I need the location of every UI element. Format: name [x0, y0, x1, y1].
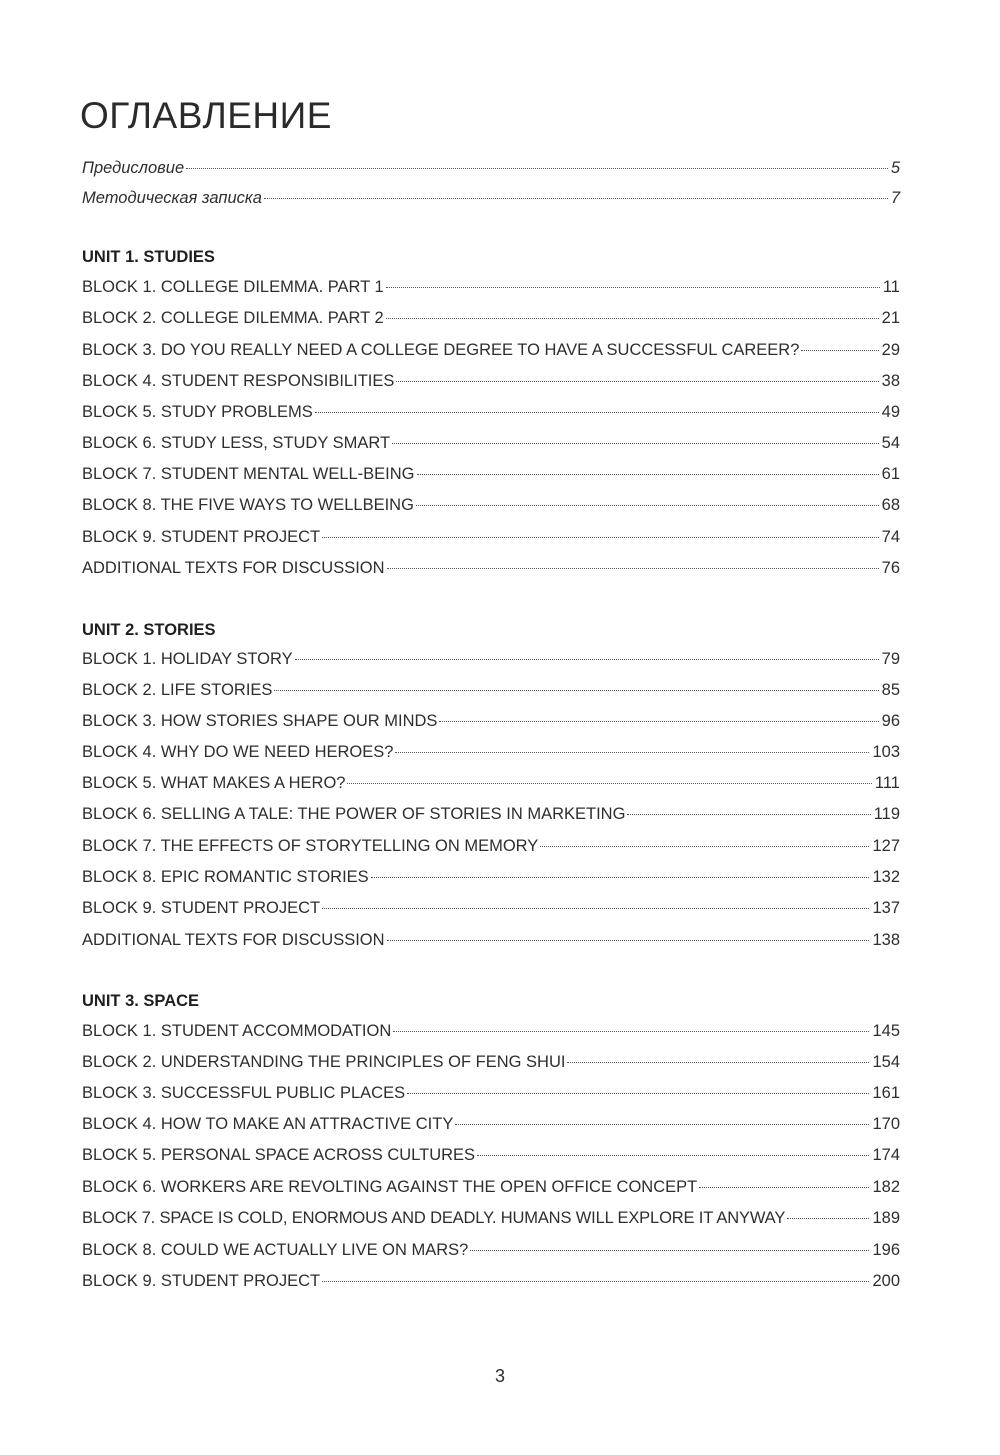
toc-entry-front-matter[interactable]: [82, 155, 900, 181]
dot-leader: [264, 198, 888, 199]
toc-entry-label: BLOCK 9. STUDENT PROJECT: [82, 528, 321, 546]
toc-entry-page: 61: [881, 465, 900, 483]
toc-entry[interactable]: [82, 492, 900, 518]
dot-leader: [295, 659, 879, 660]
toc-entry[interactable]: [82, 1142, 900, 1168]
toc-entry[interactable]: [82, 399, 900, 425]
toc-entry-label: BLOCK 6. SELLING A TALE: THE POWER OF STORIES IN MARKETING: [82, 805, 626, 823]
toc-entry-page: 200: [872, 1272, 900, 1290]
dot-leader: [387, 568, 879, 569]
toc-entry-label: BLOCK 4. HOW TO MAKE AN ATTRACTIVE CITY: [82, 1115, 454, 1133]
dot-leader: [395, 752, 869, 753]
dot-leader: [393, 1031, 869, 1032]
toc-entry[interactable]: [82, 430, 900, 456]
toc-entry[interactable]: [82, 770, 900, 796]
dot-leader: [392, 443, 879, 444]
toc-entry[interactable]: [82, 305, 900, 331]
toc-entry[interactable]: [82, 274, 900, 300]
dot-leader: [396, 381, 878, 382]
toc-entry-label: BLOCK 2. LIFE STORIES: [82, 681, 273, 699]
toc-entry-page: 38: [881, 372, 900, 390]
toc-entry-page: 170: [872, 1115, 900, 1133]
toc-entry-label: Предисловие: [82, 159, 185, 177]
toc-entry-page: 11: [882, 278, 900, 296]
toc-entry-page: 127: [872, 837, 900, 855]
dot-leader: [627, 814, 870, 815]
toc-entry-page: 196: [872, 1241, 900, 1259]
toc-entry[interactable]: [82, 1080, 900, 1106]
toc-entry-label: BLOCK 2. COLLEGE DILEMMA. PART 2: [82, 309, 384, 327]
toc-entry-label: BLOCK 8. THE FIVE WAYS TO WELLBEING: [82, 496, 414, 514]
toc-entry-page: 111: [874, 774, 900, 792]
toc-entry-label: BLOCK 5. WHAT MAKES A HERO?: [82, 774, 346, 792]
toc-entry-label: BLOCK 8. COULD WE ACTUALLY LIVE ON MARS?: [82, 1241, 469, 1259]
toc-entry-front-matter[interactable]: [82, 185, 900, 211]
toc-entry[interactable]: [82, 1237, 900, 1263]
toc-entry[interactable]: [82, 927, 900, 953]
dot-leader: [371, 877, 870, 878]
toc-entry-label: BLOCK 9. STUDENT PROJECT: [82, 1272, 321, 1290]
dot-leader: [477, 1155, 869, 1156]
toc-entry-label: BLOCK 2. UNDERSTANDING THE PRINCIPLES OF FENG SHUI: [82, 1053, 566, 1071]
toc-entry-page: 138: [872, 931, 900, 949]
toc-entry-page: 49: [881, 403, 900, 421]
toc-entry[interactable]: [82, 1049, 900, 1075]
toc-entry[interactable]: [82, 708, 900, 734]
toc-entry[interactable]: [82, 895, 900, 921]
page-number: 3: [494, 1366, 505, 1386]
toc-entry-page: 74: [881, 528, 900, 546]
toc-entry-page: 119: [873, 805, 900, 823]
toc-entry-label: BLOCK 5. PERSONAL SPACE ACROSS CULTURES: [82, 1146, 476, 1164]
dot-leader: [407, 1093, 869, 1094]
dot-leader: [567, 1062, 869, 1063]
toc-entry-label: BLOCK 6. WORKERS ARE REVOLTING AGAINST THE OPEN OFFICE CONCEPT: [82, 1178, 698, 1196]
toc-entry[interactable]: [82, 864, 900, 890]
toc-entry-label: ADDITIONAL TEXTS FOR DISCUSSION: [82, 931, 385, 949]
dot-leader: [386, 287, 880, 288]
toc-entry-label: BLOCK 5. STUDY PROBLEMS: [82, 403, 313, 421]
dot-leader: [186, 168, 888, 169]
toc-entry-label: BLOCK 6. STUDY LESS, STUDY SMART: [82, 434, 391, 452]
toc-entry-page: 189: [872, 1209, 900, 1227]
toc-entry-label: BLOCK 3. DO YOU REALLY NEED A COLLEGE DEGREE TO HAVE A SUCCESSFUL CAREER?: [82, 341, 800, 359]
toc-entry[interactable]: [82, 1111, 900, 1137]
toc-entry-label: BLOCK 7. THE EFFECTS OF STORYTELLING ON MEMORY: [82, 837, 539, 855]
toc-entry-label: BLOCK 3. SUCCESSFUL PUBLIC PLACES: [82, 1084, 406, 1102]
toc-entry[interactable]: [82, 1268, 900, 1294]
toc-entry[interactable]: [82, 739, 900, 765]
toc-entry-page: 137: [872, 899, 900, 917]
toc-entry-label: BLOCK 1. HOLIDAY STORY: [82, 650, 293, 668]
toc-entry-page: 96: [881, 712, 900, 730]
toc-entry[interactable]: [82, 801, 900, 827]
dot-leader: [801, 350, 878, 351]
toc-entry-page: 154: [872, 1053, 900, 1071]
toc-entry-label: BLOCK 4. STUDENT RESPONSIBILITIES: [82, 372, 395, 390]
toc-entry[interactable]: [82, 646, 900, 672]
dot-leader: [417, 474, 879, 475]
toc-entry[interactable]: [82, 677, 900, 703]
toc-entry[interactable]: [82, 337, 900, 363]
toc-entry-page: 132: [872, 868, 900, 886]
dot-leader: [416, 505, 879, 506]
toc-entry-label: Методическая записка: [82, 189, 262, 207]
dot-leader: [787, 1218, 869, 1219]
toc-entry-page: 161: [872, 1084, 900, 1102]
toc-entry[interactable]: [82, 524, 900, 550]
unit-heading: UNIT 2. STORIES: [82, 621, 216, 639]
toc-entry-page: 85: [881, 681, 900, 699]
toc-entry-page: 29: [881, 341, 900, 359]
toc-entry[interactable]: [82, 555, 900, 581]
toc-entry[interactable]: [82, 368, 900, 394]
toc-entry-page: 68: [881, 496, 900, 514]
dot-leader: [322, 537, 879, 538]
dot-leader: [315, 412, 879, 413]
dot-leader: [322, 908, 869, 909]
dot-leader: [274, 690, 878, 691]
toc-entry[interactable]: [82, 1018, 900, 1044]
dot-leader: [386, 318, 879, 319]
toc-entry-page: 79: [881, 650, 900, 668]
dot-leader: [322, 1281, 869, 1282]
unit-heading: UNIT 3. SPACE: [82, 992, 200, 1010]
toc-entry-label: BLOCK 3. HOW STORIES SHAPE OUR MINDS: [82, 712, 438, 730]
toc-entry-page: 182: [872, 1178, 900, 1196]
toc-entry-page: 103: [872, 743, 900, 761]
toc-entry-label: BLOCK 8. EPIC ROMANTIC STORIES: [82, 868, 369, 886]
toc-entry-page: 7: [890, 189, 900, 207]
toc-entry-page: 5: [890, 159, 900, 177]
dot-leader: [470, 1250, 869, 1251]
toc-entry-label: BLOCK 7. STUDENT MENTAL WELL-BEING: [82, 465, 415, 483]
toc-entry-page: 54: [881, 434, 900, 452]
dot-leader: [387, 940, 870, 941]
toc-entry-page: 76: [881, 559, 900, 577]
toc-entry-label: BLOCK 4. WHY DO WE NEED HEROES?: [82, 743, 394, 761]
toc-entry-label: BLOCK 7. SPACE IS COLD, ENORMOUS AND DEADLY. HUMANS WILL EXPLORE IT ANYWAY: [82, 1209, 786, 1227]
toc-entry-label: BLOCK 1. STUDENT ACCOMMODATION: [82, 1022, 392, 1040]
dot-leader: [699, 1187, 869, 1188]
toc-entry-page: 145: [872, 1022, 900, 1040]
dot-leader: [540, 846, 869, 847]
dot-leader: [455, 1124, 869, 1125]
toc-entry-label: BLOCK 9. STUDENT PROJECT: [82, 899, 321, 917]
toc-entry-page: 174: [872, 1146, 900, 1164]
toc-entry-label: BLOCK 1. COLLEGE DILEMMA. PART 1: [82, 278, 384, 296]
toc-entry[interactable]: [82, 1205, 900, 1231]
toc-entry[interactable]: [82, 461, 900, 487]
toc-entry[interactable]: [82, 1174, 900, 1200]
dot-leader: [347, 783, 871, 784]
page-title: ОГЛАВЛЕНИЕ: [80, 95, 332, 136]
toc-entry-page: 21: [881, 309, 900, 327]
toc-entry-label: ADDITIONAL TEXTS FOR DISCUSSION: [82, 559, 385, 577]
unit-heading: UNIT 1. STUDIES: [82, 248, 215, 266]
toc-entry[interactable]: [82, 833, 900, 859]
dot-leader: [439, 721, 878, 722]
